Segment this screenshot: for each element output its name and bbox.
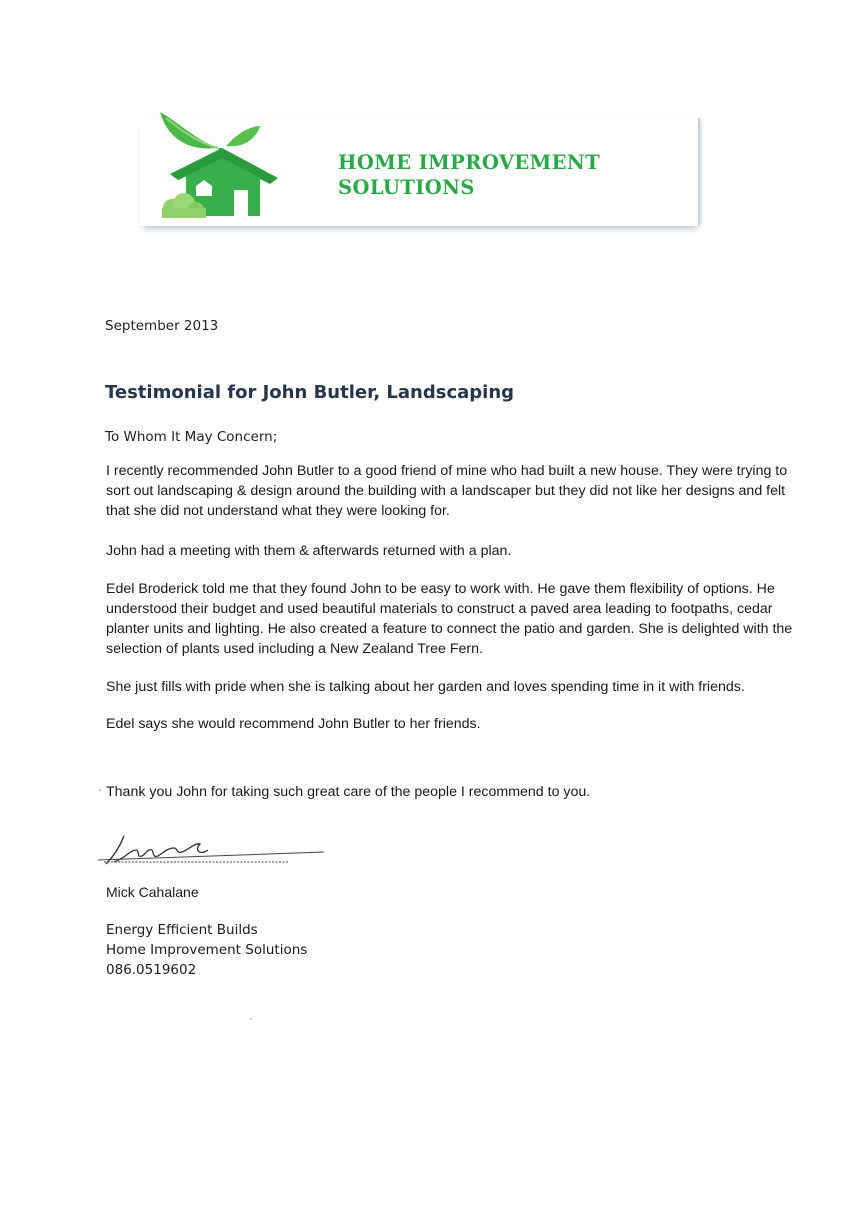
letter-date: September 2013 (105, 318, 219, 334)
paragraph-recommend: Edel says she would recommend John Butler to her friends. (106, 716, 481, 732)
paragraph-experience: Edel Broderick told me that they found John to be easy to work with. He gave them flexibility of options. He understood their budget and used beautiful materials to construct a paved area leading to footpaths, cedar planter units and lighting. He also created a feature to connect the patio and garden. She is delighted with the selection of plants used including a New Zealand Tree Fern. (106, 581, 793, 657)
phone-number: 086.0519602 (106, 962, 197, 978)
brand-line-1: HOME IMPROVEMENT (338, 151, 601, 174)
signer-details (106, 920, 307, 980)
scan-speck (99, 789, 101, 791)
company-line-2: Home Improvement Solutions (106, 942, 308, 958)
company-line-1: Energy Efficient Builds (106, 922, 258, 938)
letterhead-banner (140, 118, 700, 226)
salutation: To Whom It May Concern; (105, 429, 278, 445)
signer-name: Mick Cahalane (106, 884, 199, 900)
paragraph-pride: She just fills with pride when she is talking about her garden and loves spending time in it with friends. (106, 679, 745, 695)
house-with-sprout-icon (156, 112, 296, 218)
paragraph-meeting: John had a meeting with them & afterwards returned with a plan. (106, 543, 512, 559)
scan-speck (250, 1018, 252, 1020)
handwritten-signature (96, 828, 326, 870)
letter-heading: Testimonial for John Butler, Landscaping (105, 382, 515, 403)
brand-name (338, 150, 600, 200)
brand-line-2: SOLUTIONS (338, 176, 475, 199)
paragraph-recommendation: I recently recommended John Butler to a good friend of mine who had built a new house. They were trying to sort out landscaping & design around the building with a landscaper but they did not like her designs and felt that she did not understand what they were looking for. (106, 463, 788, 519)
paragraph-thanks: Thank you John for taking such great care of the people I recommend to you. (106, 784, 591, 800)
